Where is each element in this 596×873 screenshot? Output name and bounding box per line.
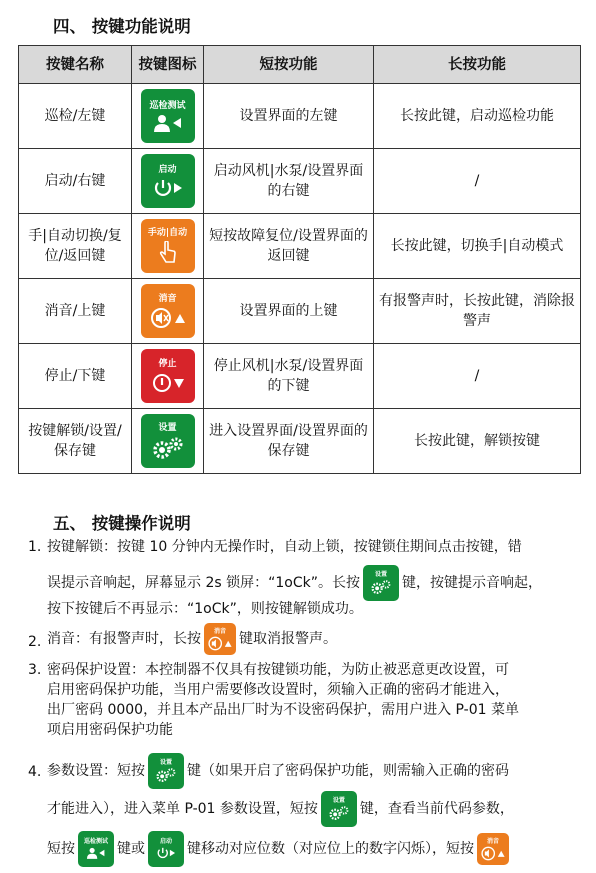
- key-label: 停止: [158, 358, 177, 369]
- key-label: 巡检测试: [149, 100, 186, 111]
- item-text: 出厂密码 0000，并且本产品出厂时为不设密码保护，需用户进入 P-01 菜单: [47, 702, 519, 718]
- item-number: 3.: [28, 662, 42, 678]
- section-4-heading: 四、 按键功能说明: [53, 17, 191, 36]
- hand-icon: [158, 241, 178, 265]
- key-function-table: [18, 45, 581, 474]
- start-key-inline: 启动: [148, 831, 184, 867]
- header-long-press: 长按功能: [374, 46, 581, 84]
- long-press: /: [374, 149, 581, 214]
- person-left-icon: [85, 846, 107, 860]
- key-name: 启动/右键: [19, 149, 132, 214]
- header-short-press: 短按功能: [204, 46, 374, 84]
- item-text-line: 才能进入），进入菜单 P-01 参数设置，短按 设置 键，查看当前代码参数，: [47, 791, 514, 827]
- mute-up-icon: [480, 846, 506, 861]
- item-text: 密码保护设置：本控制器不仅具有按键锁功能，为防止被恶意更改设置，可: [47, 662, 509, 678]
- item-text: 按下按键后不再显示：“1oCk”，则按键解锁成功。: [47, 601, 363, 617]
- item-text-line: 参数设置：短按 设置 键（如果开启了密码保护功能，则需输入正确的密码: [47, 753, 509, 789]
- power-right-icon: [155, 846, 177, 860]
- header-key-name: 按键名称: [19, 46, 132, 84]
- stop-down-icon: [150, 372, 186, 394]
- item-text: 启用密码保护功能，当用户需要修改设置时，须输入正确的密码才能进入，: [47, 682, 509, 698]
- gears-icon: [151, 436, 185, 460]
- settings-key: [141, 414, 195, 468]
- key-label: 消音: [158, 293, 177, 304]
- mute-key: [141, 284, 195, 338]
- item-text-line: 误提示音响起，屏幕显示 2s 锁屏：“1oCk”。长按 设置 键，按键提示音响起，: [47, 565, 542, 601]
- power-right-icon: [151, 178, 185, 198]
- patrol-key-inline: 巡检测试: [78, 831, 114, 867]
- table-header-row: [19, 46, 581, 84]
- stop-key: [141, 349, 195, 403]
- patrol-key: [141, 89, 195, 143]
- key-label: 设置: [158, 422, 177, 433]
- short-press: 设置界面的上键: [204, 279, 374, 344]
- settings-key-inline: 设置: [363, 565, 399, 601]
- key-label: 启动: [158, 164, 177, 175]
- item-number: 1.: [28, 539, 42, 555]
- section-5-heading: 五、 按键操作说明: [53, 514, 191, 533]
- settings-key-inline: 设置: [148, 753, 184, 789]
- gears-icon: [328, 805, 350, 821]
- item-text: 按键解锁：按键 10 分钟内无操作时，自动上锁，按键锁住期间点击按键，错: [47, 539, 522, 555]
- item-number: 4.: [28, 764, 42, 780]
- settings-key-inline: 设置: [321, 791, 357, 827]
- short-press: 启动风机|水泵/设置界面的右键: [204, 149, 374, 214]
- table-row: [19, 214, 581, 279]
- mute-up-icon: [149, 307, 187, 329]
- table-row: [19, 344, 581, 409]
- table-row: [19, 149, 581, 214]
- long-press: 有报警声时，长按此键，消除报警声: [374, 279, 581, 344]
- short-press: 进入设置界面/设置界面的保存键: [204, 409, 374, 474]
- key-label: 手动|自动: [147, 227, 188, 238]
- gears-icon: [370, 579, 392, 595]
- long-press: 长按此键，启动巡检功能: [374, 84, 581, 149]
- table-row: [19, 279, 581, 344]
- header-key-icon: 按键图标: [132, 46, 204, 84]
- mute-up-icon: [207, 636, 233, 651]
- key-name: 消音/上键: [19, 279, 132, 344]
- key-name: 手|自动切换/复位/返回键: [19, 214, 132, 279]
- key-name: 停止/下键: [19, 344, 132, 409]
- key-name: 按键解锁/设置/保存键: [19, 409, 132, 474]
- mute-key-inline: 消音: [204, 623, 236, 655]
- table-row: [19, 409, 581, 474]
- long-press: 长按此键，切换手|自动模式: [374, 214, 581, 279]
- long-press: /: [374, 344, 581, 409]
- short-press: 设置界面的左键: [204, 84, 374, 149]
- short-press: 短按故障复位/设置界面的返回键: [204, 214, 374, 279]
- manual-auto-key: [141, 219, 195, 273]
- item-text-line: 消音：有报警声时，长按 消音 键取消报警声。: [47, 623, 337, 655]
- short-press: 停止风机|水泵/设置界面的下键: [204, 344, 374, 409]
- gears-icon: [155, 767, 177, 783]
- item-number: 2.: [28, 634, 42, 650]
- item-text: 项启用密码保护功能: [47, 722, 173, 738]
- long-press: 长按此键，解锁按键: [374, 409, 581, 474]
- item-text-line: 短按 巡检测试 键或 启动 键移动对应位数（对应位上的数字闪烁），短按 消音: [47, 831, 512, 867]
- start-key: [141, 154, 195, 208]
- table-row: [19, 84, 581, 149]
- person-left-icon: [151, 114, 185, 132]
- key-name: 巡检/左键: [19, 84, 132, 149]
- mute-key-inline: 消音: [477, 833, 509, 865]
